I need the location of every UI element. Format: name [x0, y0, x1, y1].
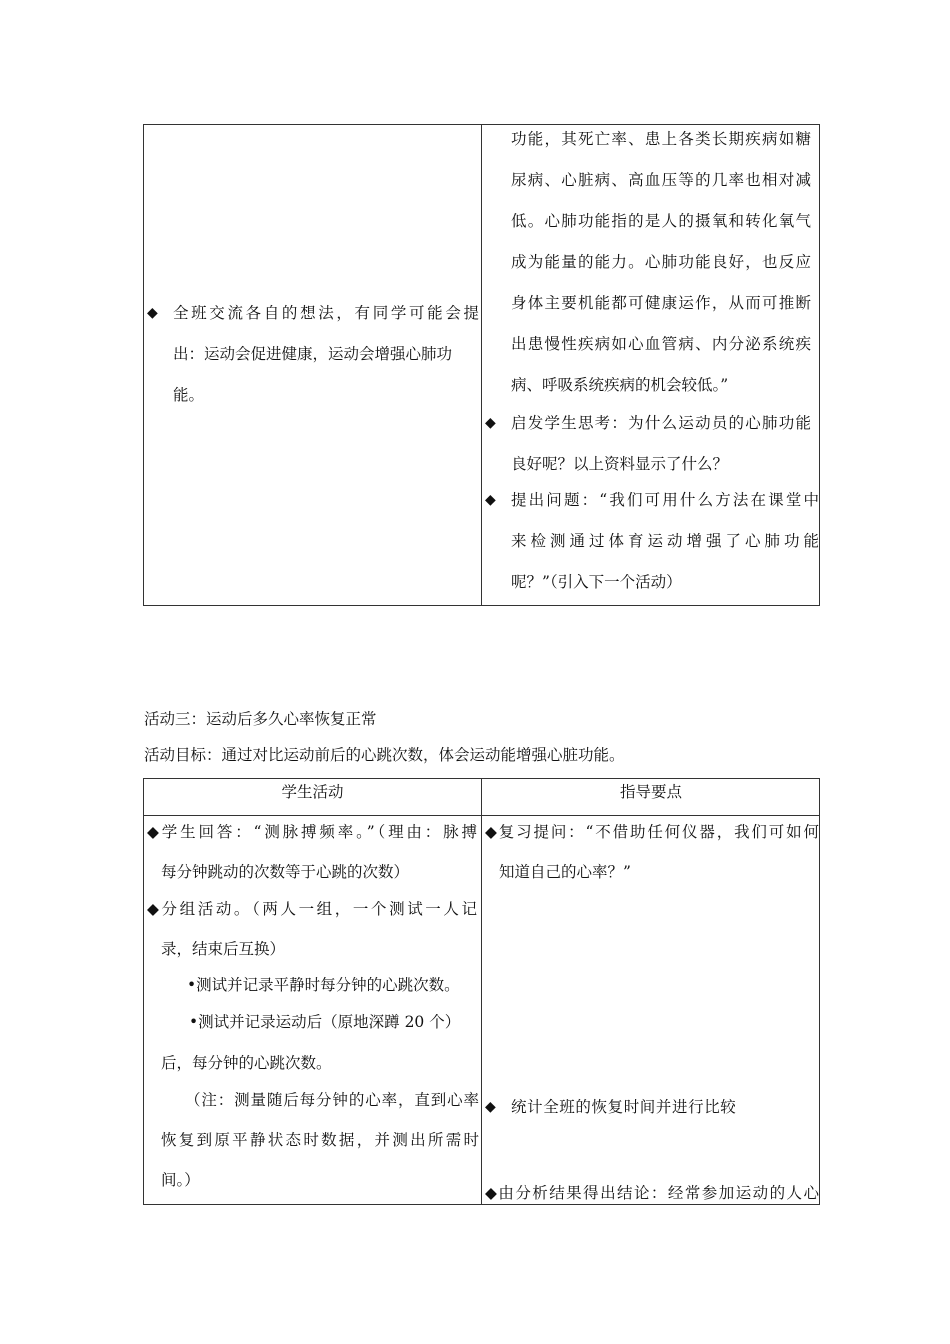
header-guidance-points: 指导要点 [619, 783, 682, 801]
right-cell-line: 尿病、心脏病、高血压等的几率也相对减 [511, 171, 811, 189]
student-activity-line: （注：测量随后每分钟的心率，直到心率 [185, 1091, 479, 1109]
right-cell-line: 良好呢？以上资料显示了什么？ [511, 455, 729, 473]
column-divider [481, 125, 482, 605]
student-activity-line: ◆分组活动。（两人一组，一个测试一人记 [147, 900, 477, 918]
student-activity-line: 录，结束后互换） [161, 940, 286, 958]
header-divider [144, 815, 819, 816]
student-activity-line: 后，每分钟的心跳次数。 [161, 1054, 332, 1072]
left-cell-line: 出：运动会促进健康，运动会增强心肺功 [173, 345, 453, 363]
right-cell-line: 来检测通过体育运动增强了心肺功能 [511, 532, 819, 550]
right-cell-line: 身体主要机能都可健康运作，从而可推断 [511, 294, 811, 312]
header-student-activity: 学生活动 [281, 783, 344, 801]
student-activity-line: •测试并记录运动后（原地深蹲 20 个） [189, 1013, 461, 1031]
diamond-bullet-icon: ◆ [485, 415, 496, 431]
right-cell-line: 功能，其死亡率、患上各类长期疾病如糖 [511, 130, 811, 148]
left-cell-line: 能。 [173, 386, 205, 404]
right-cell-line: 成为能量的能力。心肺功能良好，也反应 [511, 253, 811, 271]
activity-table [143, 778, 820, 1205]
student-activity-line: 恢复到原平静状态时数据，并测出所需时 [161, 1131, 479, 1149]
column-divider [481, 779, 482, 1204]
right-cell-line: 呢？”（引入下一个活动） [511, 573, 682, 591]
student-activity-line: 每分钟跳动的次数等于心跳的次数） [161, 863, 410, 881]
activity-goal: 活动目标：通过对比运动前后的心跳次数，体会运动能增强心脏功能。 [144, 746, 625, 764]
guidance-line: 统计全班的恢复时间并进行比较 [511, 1098, 737, 1116]
student-activity-line: 间。） [161, 1171, 200, 1189]
student-activity-line: ◆学生回答：“测脉搏频率。”（理由：脉搏 [147, 823, 477, 841]
diamond-bullet-icon: ◆ [485, 492, 496, 508]
activity-title: 活动三：运动后多久心率恢复正常 [144, 710, 377, 728]
right-cell-line: 提出问题：“我们可用什么方法在课堂中 [511, 491, 819, 509]
guidance-line: ◆由分析结果得出结论：经常参加运动的人心 [485, 1184, 819, 1202]
continuation-table [143, 124, 820, 606]
student-activity-line: •测试并记录平静时每分钟的心跳次数。 [187, 976, 460, 994]
guidance-line: ◆复习提问：“不借助任何仪器，我们可如何 [485, 823, 819, 841]
right-cell-line: 病、呼吸系统疾病的机会较低。” [511, 376, 729, 394]
right-cell-line: 出患慢性疾病如心血管病、内分泌系统疾 [511, 335, 811, 353]
right-cell-line: 启发学生思考：为什么运动员的心肺功能 [511, 414, 811, 432]
diamond-bullet-icon: ◆ [147, 305, 158, 321]
left-cell-line: 全班交流各自的想法，有同学可能会提 [173, 304, 479, 322]
diamond-bullet-icon: ◆ [485, 1099, 496, 1115]
right-cell-line: 低。心肺功能指的是人的摄氧和转化氧气 [511, 212, 811, 230]
guidance-line: 知道自己的心率？” [499, 863, 631, 881]
